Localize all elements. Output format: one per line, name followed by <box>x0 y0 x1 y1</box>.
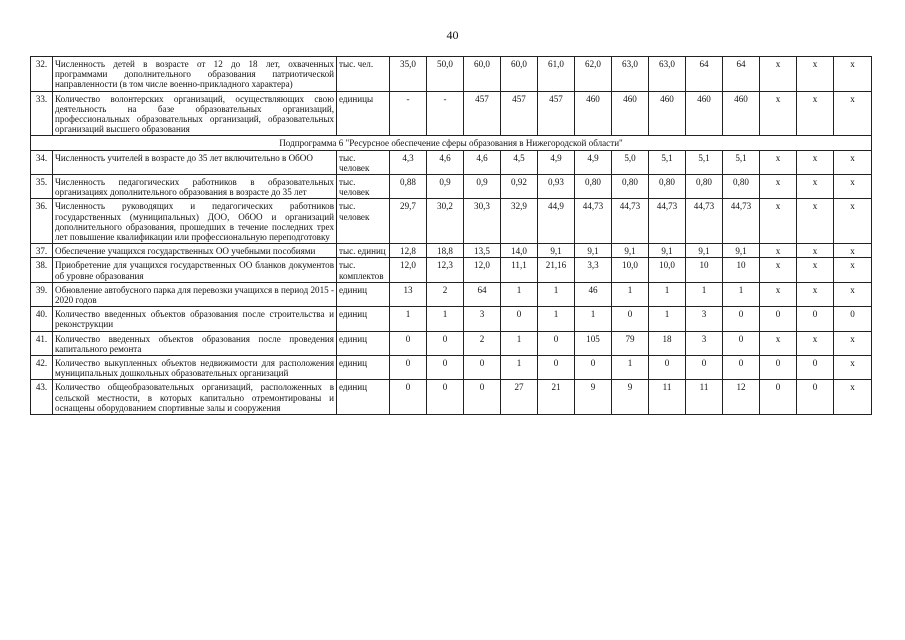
indicator-name: Численность педагогических работников в образовательных организациях дополнительного образования в возрасте до 35 лет <box>53 175 337 199</box>
value-cell: х <box>834 199 872 244</box>
value-cell: 0 <box>538 356 575 380</box>
value-cell: 1 <box>575 307 612 331</box>
value-cell: 21 <box>538 380 575 415</box>
indicators-table <box>30 56 872 415</box>
value-cell: х <box>760 199 797 244</box>
value-cell: 10 <box>686 258 723 282</box>
table-row <box>31 150 872 174</box>
value-cell: х <box>834 356 872 380</box>
value-cell: 44,73 <box>686 199 723 244</box>
table-row <box>31 282 872 306</box>
unit-of-measure: тыс. комплектов <box>337 258 390 282</box>
value-cell: 11 <box>649 380 686 415</box>
value-cell: 5,1 <box>649 150 686 174</box>
value-cell: 0,80 <box>612 175 649 199</box>
value-cell: - <box>427 91 464 136</box>
value-cell: 62,0 <box>575 57 612 92</box>
unit-of-measure: единиц <box>337 307 390 331</box>
value-cell: 1 <box>649 282 686 306</box>
value-cell: 0 <box>834 307 872 331</box>
value-cell: 27 <box>501 380 538 415</box>
value-cell: 13,5 <box>464 244 501 258</box>
indicator-name: Количество выкупленных объектов недвижимости для расположения муниципальных дошкольных образовательных организаций <box>53 356 337 380</box>
unit-of-measure: тыс. человек <box>337 150 390 174</box>
value-cell: 0 <box>390 356 427 380</box>
unit-of-measure: тыс. человек <box>337 175 390 199</box>
value-cell: х <box>760 331 797 355</box>
value-cell: 64 <box>464 282 501 306</box>
value-cell: 1 <box>501 282 538 306</box>
table-row <box>31 57 872 92</box>
value-cell: 460 <box>723 91 760 136</box>
row-number: 40. <box>31 307 53 331</box>
indicator-name: Численность учителей в возрасте до 35 лет включительно в ОбОО <box>53 150 337 174</box>
value-cell: 0 <box>649 356 686 380</box>
value-cell: 1 <box>612 356 649 380</box>
value-cell: 29,7 <box>390 199 427 244</box>
unit-of-measure: единиц <box>337 282 390 306</box>
indicator-name: Количество волонтерских организаций, осуществляющих свою деятельность на базе образовательных организаций, профессиональных образовательных организаций, образовательных организаций высшего образования <box>53 91 337 136</box>
value-cell: 0 <box>390 380 427 415</box>
value-cell: 1 <box>501 331 538 355</box>
value-cell: 32,9 <box>501 199 538 244</box>
value-cell: 60,0 <box>501 57 538 92</box>
value-cell: х <box>834 244 872 258</box>
value-cell: 0,9 <box>427 175 464 199</box>
value-cell: 9,1 <box>612 244 649 258</box>
unit-of-measure: тыс. единиц <box>337 244 390 258</box>
value-cell: 457 <box>464 91 501 136</box>
value-cell: х <box>834 380 872 415</box>
row-number: 35. <box>31 175 53 199</box>
table-row <box>31 307 872 331</box>
value-cell: х <box>760 258 797 282</box>
section-row <box>31 136 872 150</box>
value-cell: 4,9 <box>538 150 575 174</box>
value-cell: 0 <box>760 356 797 380</box>
unit-of-measure: единицы <box>337 91 390 136</box>
value-cell: 3 <box>686 307 723 331</box>
value-cell: 3 <box>686 331 723 355</box>
value-cell: 12,0 <box>464 258 501 282</box>
row-number: 34. <box>31 150 53 174</box>
value-cell: х <box>797 150 834 174</box>
value-cell: 457 <box>501 91 538 136</box>
value-cell: 30,3 <box>464 199 501 244</box>
value-cell: 5,1 <box>686 150 723 174</box>
value-cell: 0 <box>686 356 723 380</box>
value-cell: 0 <box>390 331 427 355</box>
row-number: 43. <box>31 380 53 415</box>
value-cell: 0 <box>723 307 760 331</box>
value-cell: х <box>760 91 797 136</box>
section-title: Подпрограмма 6 "Ресурсное обеспечение сферы образования в Нижегородской области" <box>31 136 872 150</box>
value-cell: 4,6 <box>464 150 501 174</box>
value-cell: 4,6 <box>427 150 464 174</box>
value-cell: 12 <box>723 380 760 415</box>
row-number: 39. <box>31 282 53 306</box>
value-cell: х <box>834 57 872 92</box>
value-cell: 79 <box>612 331 649 355</box>
row-number: 32. <box>31 57 53 92</box>
value-cell: 44,73 <box>575 199 612 244</box>
value-cell: 0 <box>760 380 797 415</box>
value-cell: 0 <box>427 331 464 355</box>
value-cell: 12,8 <box>390 244 427 258</box>
value-cell: 1 <box>538 307 575 331</box>
value-cell: 46 <box>575 282 612 306</box>
value-cell: 0 <box>612 307 649 331</box>
value-cell: х <box>760 244 797 258</box>
table-row <box>31 175 872 199</box>
row-number: 38. <box>31 258 53 282</box>
value-cell: х <box>797 175 834 199</box>
value-cell: 18,8 <box>427 244 464 258</box>
value-cell: 2 <box>427 282 464 306</box>
value-cell: 5,0 <box>612 150 649 174</box>
value-cell: 0,80 <box>575 175 612 199</box>
value-cell: 3,3 <box>575 258 612 282</box>
value-cell: 3 <box>464 307 501 331</box>
value-cell: 1 <box>649 307 686 331</box>
value-cell: 0 <box>723 331 760 355</box>
value-cell: 1 <box>427 307 464 331</box>
unit-of-measure: единиц <box>337 380 390 415</box>
value-cell: х <box>797 282 834 306</box>
value-cell: 0 <box>760 307 797 331</box>
value-cell: 64 <box>686 57 723 92</box>
value-cell: 10 <box>723 258 760 282</box>
value-cell: 9 <box>612 380 649 415</box>
value-cell: 50,0 <box>427 57 464 92</box>
value-cell: х <box>797 244 834 258</box>
value-cell: 44,73 <box>723 199 760 244</box>
value-cell: 0 <box>501 307 538 331</box>
value-cell: 63,0 <box>612 57 649 92</box>
value-cell: х <box>760 150 797 174</box>
value-cell: 11 <box>686 380 723 415</box>
value-cell: 0,80 <box>686 175 723 199</box>
table-row <box>31 244 872 258</box>
row-number: 41. <box>31 331 53 355</box>
value-cell: 21,16 <box>538 258 575 282</box>
value-cell: 460 <box>575 91 612 136</box>
unit-of-measure: единиц <box>337 331 390 355</box>
value-cell: х <box>760 57 797 92</box>
value-cell: 44,73 <box>612 199 649 244</box>
table-row <box>31 199 872 244</box>
value-cell: 44,73 <box>649 199 686 244</box>
value-cell: 0,80 <box>649 175 686 199</box>
value-cell: 0 <box>464 356 501 380</box>
row-number: 33. <box>31 91 53 136</box>
value-cell: 14,0 <box>501 244 538 258</box>
value-cell: 5,1 <box>723 150 760 174</box>
value-cell: 64 <box>723 57 760 92</box>
value-cell: 0 <box>538 331 575 355</box>
value-cell: 0 <box>427 356 464 380</box>
row-number: 37. <box>31 244 53 258</box>
value-cell: 9 <box>575 380 612 415</box>
value-cell: х <box>797 331 834 355</box>
value-cell: х <box>797 199 834 244</box>
value-cell: 0 <box>797 356 834 380</box>
value-cell: 63,0 <box>649 57 686 92</box>
value-cell: 0 <box>575 356 612 380</box>
value-cell: 11,1 <box>501 258 538 282</box>
value-cell: 1 <box>686 282 723 306</box>
unit-of-measure: тыс. чел. <box>337 57 390 92</box>
value-cell: 457 <box>538 91 575 136</box>
table-row <box>31 380 872 415</box>
row-number: 42. <box>31 356 53 380</box>
value-cell: 44,9 <box>538 199 575 244</box>
value-cell: 0 <box>797 307 834 331</box>
value-cell: 9,1 <box>649 244 686 258</box>
value-cell: х <box>834 175 872 199</box>
value-cell: 13 <box>390 282 427 306</box>
value-cell: х <box>760 282 797 306</box>
table-row <box>31 331 872 355</box>
value-cell: 0 <box>427 380 464 415</box>
value-cell: 460 <box>686 91 723 136</box>
value-cell: 0 <box>797 380 834 415</box>
value-cell: 9,1 <box>686 244 723 258</box>
value-cell: 105 <box>575 331 612 355</box>
value-cell: х <box>834 258 872 282</box>
value-cell: 9,1 <box>538 244 575 258</box>
value-cell: 1 <box>538 282 575 306</box>
value-cell: 10,0 <box>649 258 686 282</box>
value-cell: 12,3 <box>427 258 464 282</box>
page-number: 40 <box>446 28 459 42</box>
value-cell: 18 <box>649 331 686 355</box>
indicator-name: Количество общеобразовательных организаций, расположенных в сельской местности, в которых капитально отремонтированы и оснащены оборудованием спортивные залы и сооружения <box>53 380 337 415</box>
indicator-name: Количество введенных объектов образования после строительства и реконструкции <box>53 307 337 331</box>
indicator-name: Обновление автобусного парка для перевозки учащихся в период 2015 - 2020 годов <box>53 282 337 306</box>
value-cell: 460 <box>649 91 686 136</box>
value-cell: 1 <box>723 282 760 306</box>
value-cell: х <box>797 91 834 136</box>
value-cell: 4,9 <box>575 150 612 174</box>
value-cell: х <box>797 57 834 92</box>
value-cell: 0 <box>464 380 501 415</box>
unit-of-measure: единиц <box>337 356 390 380</box>
value-cell: 4,5 <box>501 150 538 174</box>
value-cell: 0,93 <box>538 175 575 199</box>
indicator-name: Обеспечение учащихся государственных ОО учебными пособиями <box>53 244 337 258</box>
row-number: 36. <box>31 199 53 244</box>
value-cell: х <box>797 258 834 282</box>
value-cell: 30,2 <box>427 199 464 244</box>
value-cell: х <box>834 331 872 355</box>
value-cell: 9,1 <box>723 244 760 258</box>
value-cell: х <box>760 175 797 199</box>
value-cell: х <box>834 282 872 306</box>
value-cell: 0,88 <box>390 175 427 199</box>
value-cell: - <box>390 91 427 136</box>
value-cell: 460 <box>612 91 649 136</box>
value-cell: 0,92 <box>501 175 538 199</box>
indicator-name: Приобретение для учащихся государственных ОО бланков документов об уровне образования <box>53 258 337 282</box>
value-cell: 1 <box>390 307 427 331</box>
value-cell: 2 <box>464 331 501 355</box>
table-row <box>31 258 872 282</box>
value-cell: 1 <box>612 282 649 306</box>
value-cell: 0 <box>723 356 760 380</box>
table-row <box>31 91 872 136</box>
value-cell: 0,80 <box>723 175 760 199</box>
value-cell: 0,9 <box>464 175 501 199</box>
indicator-name: Количество введенных объектов образования после проведения капитального ремонта <box>53 331 337 355</box>
value-cell: 60,0 <box>464 57 501 92</box>
indicator-name: Численность детей в возрасте от 12 до 18 лет, охваченных программами дополнительного образования патриотической направленности (в том числе военно-прикладного характера) <box>53 57 337 92</box>
value-cell: 61,0 <box>538 57 575 92</box>
value-cell: 10,0 <box>612 258 649 282</box>
value-cell: 12,0 <box>390 258 427 282</box>
value-cell: 9,1 <box>575 244 612 258</box>
value-cell: 35,0 <box>390 57 427 92</box>
table-row <box>31 356 872 380</box>
value-cell: х <box>834 150 872 174</box>
value-cell: 4,3 <box>390 150 427 174</box>
unit-of-measure: тыс. человек <box>337 199 390 244</box>
value-cell: 1 <box>501 356 538 380</box>
value-cell: х <box>834 91 872 136</box>
indicator-name: Численность руководящих и педагогических работников государственных (муниципальных) ДОО, ОбОО и организаций дополнительного образования, прошедших в течение последних трех лет повышение квалификации или профессиональную переподготовку <box>53 199 337 244</box>
